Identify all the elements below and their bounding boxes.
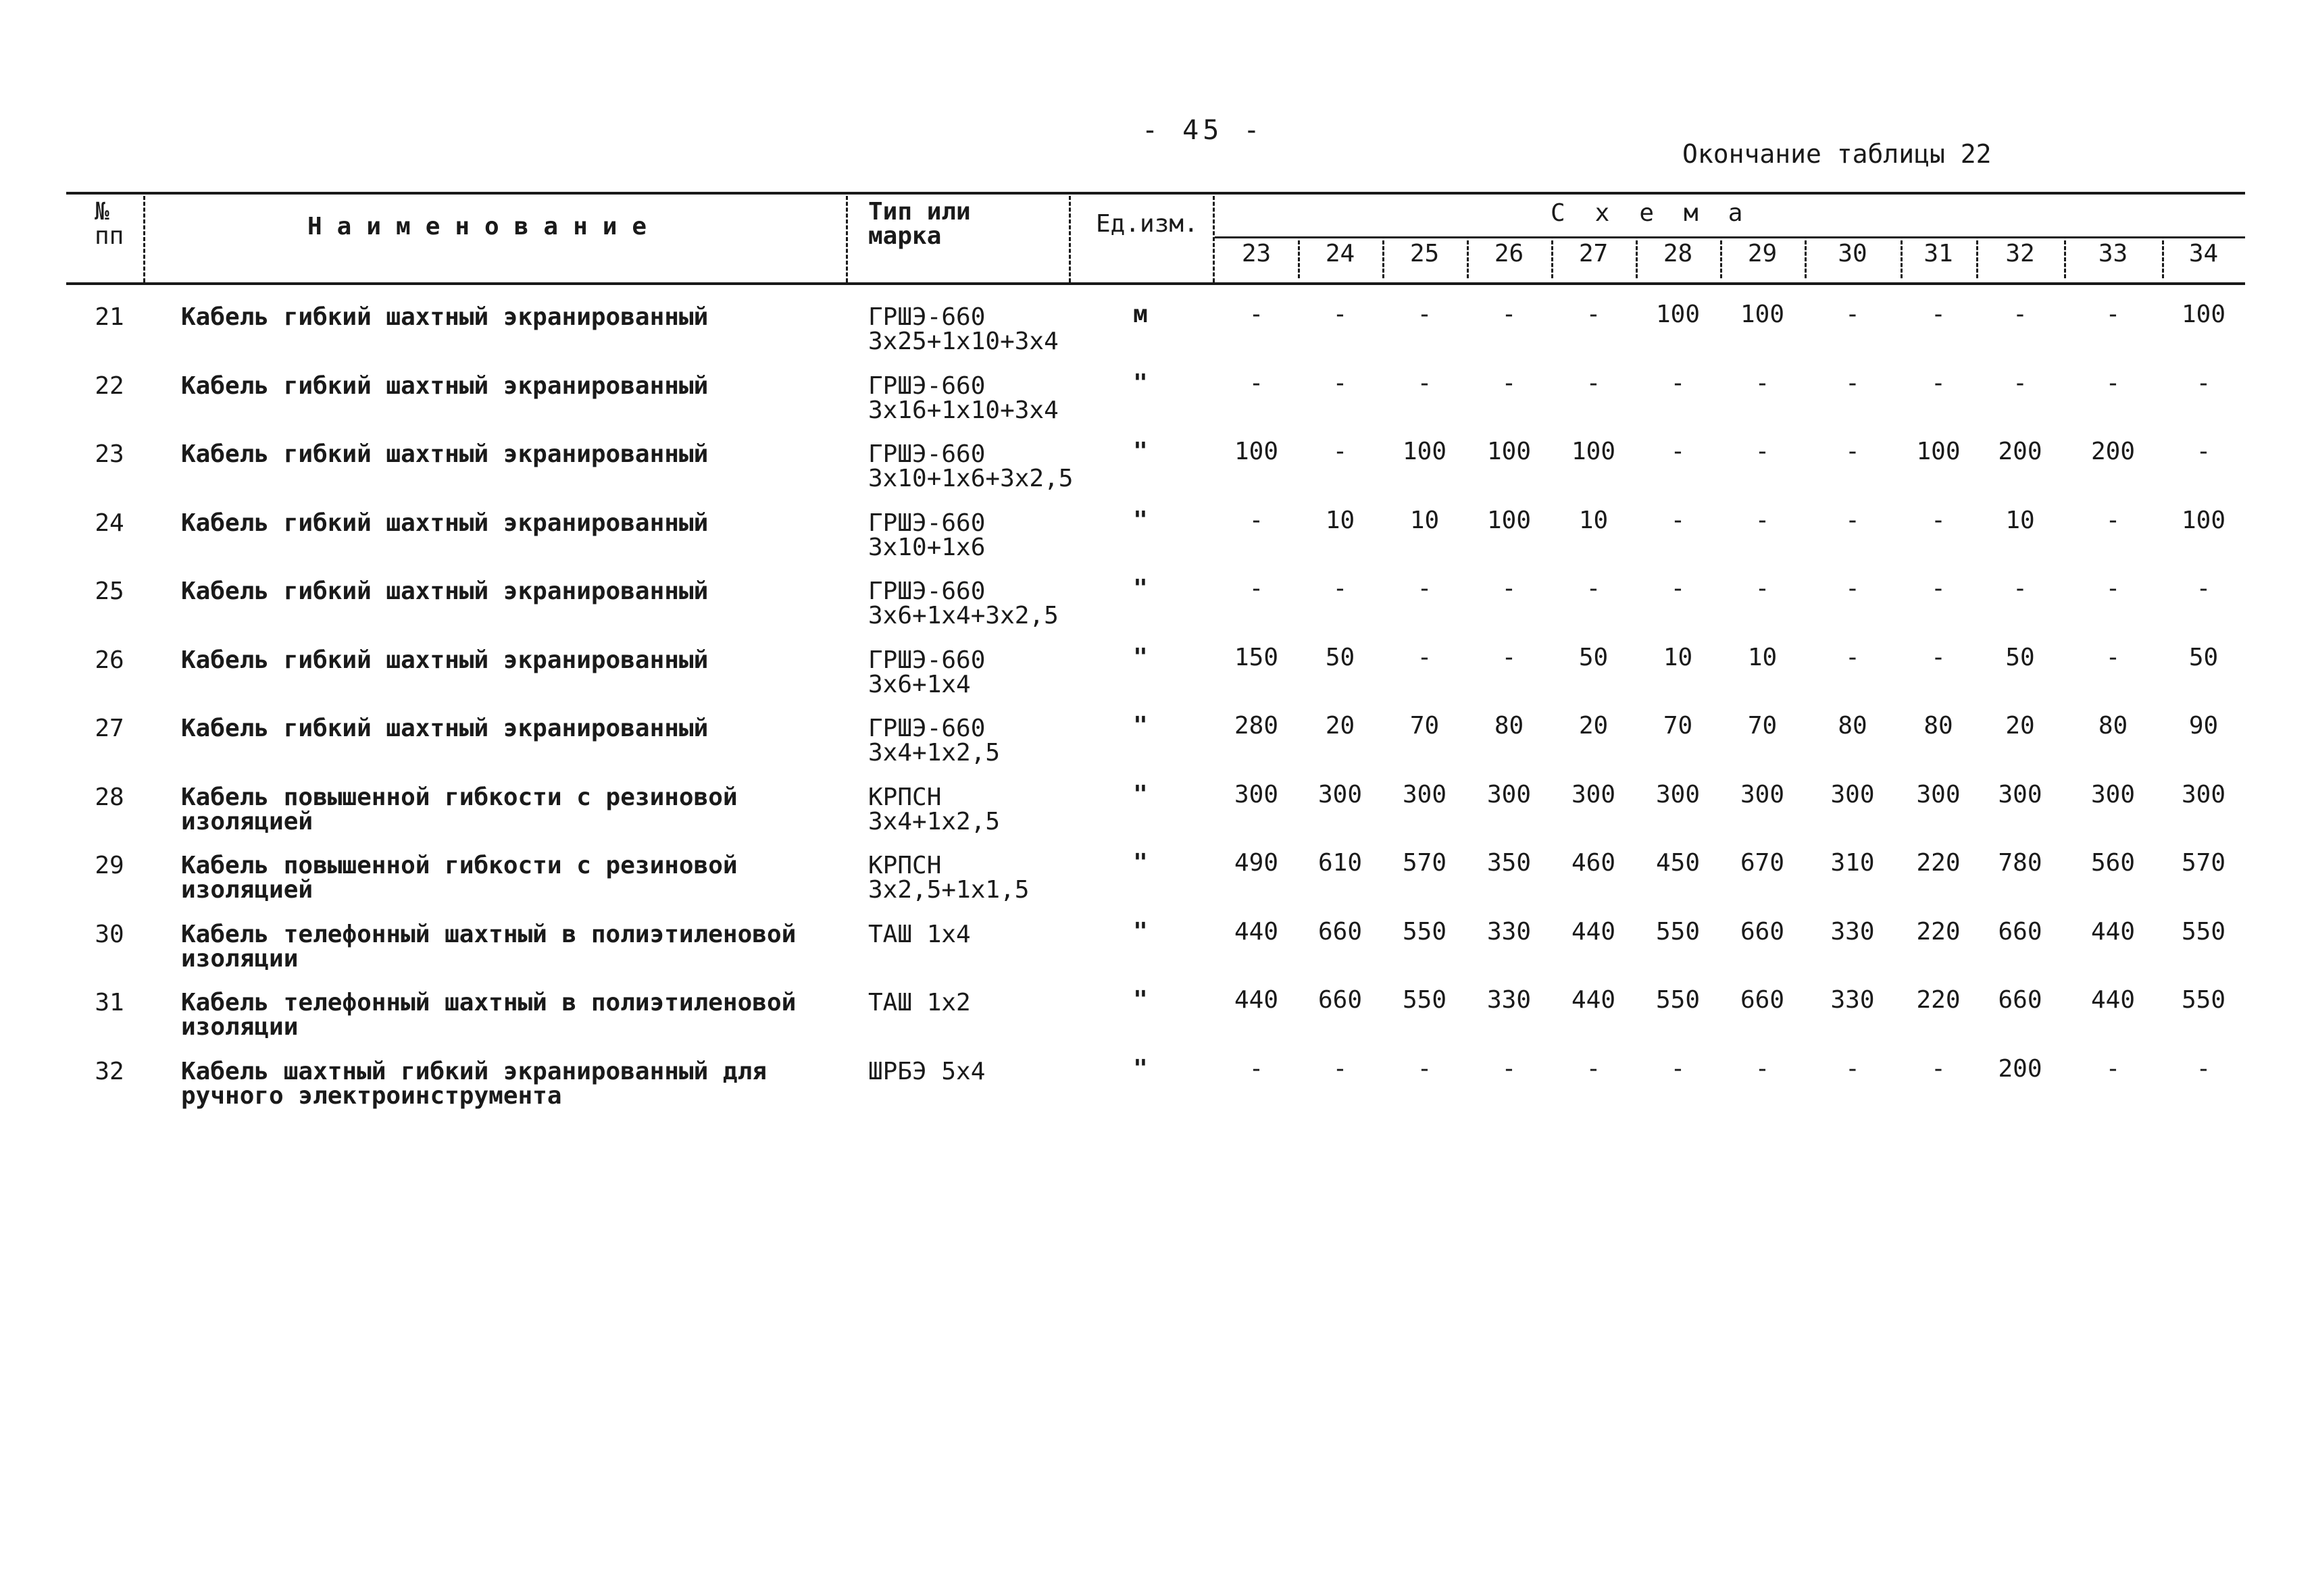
scheme-value: -: [1417, 1054, 1432, 1083]
scheme-value: 100: [1486, 438, 1532, 465]
scheme-value: -: [1845, 1054, 1860, 1083]
row-number: 30: [95, 920, 124, 948]
row-name: Кабель телефонный шахтный в полиэтиленовой изоляции: [181, 989, 797, 1041]
scheme-value: 300: [1916, 780, 1961, 808]
scheme-value: 70: [1409, 712, 1440, 740]
scheme-value: -: [1670, 369, 1686, 397]
scheme-value: -: [2013, 369, 2028, 397]
scheme-value: 660: [1317, 917, 1363, 946]
scheme-value: -: [2196, 369, 2211, 397]
scheme-value: 460: [1571, 849, 1616, 877]
scheme-value: 70: [1663, 712, 1693, 740]
scheme-value: -: [1249, 369, 1264, 397]
scheme-value: 560: [2090, 849, 2136, 877]
scheme-column-header: 34: [2188, 240, 2219, 267]
scheme-value: -: [1670, 1054, 1686, 1083]
scheme-column-header: 23: [1241, 240, 1272, 267]
row-number: 29: [95, 852, 124, 879]
scheme-column-header: 26: [1494, 240, 1524, 267]
scheme-value: -: [1845, 438, 1860, 465]
row-unit: ": [1133, 712, 1148, 740]
scheme-value: 10: [1409, 506, 1440, 534]
scheme-value: -: [2105, 1054, 2121, 1083]
scheme-column-divider: [1298, 240, 1300, 278]
row-unit: ": [1133, 575, 1148, 602]
row-number: 21: [95, 303, 124, 331]
scheme-column-header: 32: [2005, 240, 2035, 267]
scheme-value: -: [1931, 643, 1946, 671]
scheme-value: 300: [1740, 780, 1785, 808]
row-unit: ": [1133, 849, 1148, 877]
row-unit: ": [1133, 369, 1148, 397]
scheme-value: 100: [1655, 301, 1701, 328]
scheme-column-divider: [1467, 240, 1469, 278]
scheme-value: -: [2013, 301, 2028, 328]
scheme-value: 100: [1402, 438, 1447, 465]
scheme-value: -: [2196, 575, 2211, 602]
scheme-value: 660: [1317, 986, 1363, 1014]
scheme-value: -: [1417, 369, 1432, 397]
row-name: Кабель телефонный шахтный в полиэтиленовой изоляции: [181, 920, 797, 973]
scheme-column-divider: [1636, 240, 1638, 278]
row-type: КРПСН 3х4+1х2,5: [868, 783, 1001, 835]
scheme-value: 550: [2181, 986, 2226, 1014]
row-number: 32: [95, 1057, 124, 1085]
column-header-num-line1: №: [95, 198, 109, 226]
row-number: 31: [95, 989, 124, 1016]
scheme-value: -: [1931, 1054, 1946, 1083]
scheme-value: 90: [2188, 712, 2219, 740]
scheme-value: -: [2196, 1054, 2211, 1083]
scheme-value: -: [1249, 301, 1264, 328]
scheme-value: 570: [2181, 849, 2226, 877]
scheme-value: 80: [1923, 712, 1953, 740]
scheme-value: -: [1755, 575, 1770, 602]
scheme-value: 350: [1486, 849, 1532, 877]
row-type: ГРШЭ-660 3х4+1х2,5: [868, 715, 1001, 767]
scheme-value: 50: [1578, 643, 1609, 671]
scheme-value: 440: [2090, 917, 2136, 946]
scheme-value: -: [1755, 369, 1770, 397]
scheme-value: 660: [1998, 986, 2042, 1014]
scheme-value: -: [1845, 301, 1860, 328]
scheme-value: 440: [1234, 986, 1279, 1014]
scheme-value: 100: [1916, 438, 1961, 465]
scheme-value: 440: [2090, 986, 2136, 1014]
scheme-value: 220: [1916, 986, 1961, 1014]
scheme-value: 550: [1402, 917, 1447, 946]
row-number: 23: [95, 440, 124, 468]
scheme-value: 20: [1578, 712, 1609, 740]
scheme-value: 330: [1486, 917, 1532, 946]
row-name: Кабель гибкий шахтный экранированный: [181, 577, 709, 605]
scheme-value: 330: [1830, 917, 1875, 946]
scheme-column-header: 28: [1663, 240, 1693, 267]
scheme-column-header: 30: [1838, 240, 1867, 267]
row-type: ГРШЭ-660 3х6+1х4+3х2,5: [868, 577, 1059, 629]
row-type: ШРБЭ 5х4: [868, 1057, 986, 1085]
scheme-value: 80: [1838, 712, 1867, 740]
scheme-value: 660: [1998, 917, 2042, 946]
table-top-rule: [66, 192, 2245, 195]
column-header-scheme: Схема: [1551, 199, 1773, 227]
scheme-value: -: [1670, 438, 1686, 465]
scheme-value: 440: [1571, 917, 1616, 946]
scheme-value: 300: [2181, 780, 2226, 808]
scheme-value: -: [1586, 369, 1601, 397]
column-header-unit: Ед.изм.: [1096, 210, 1199, 238]
row-type: ГРШЭ-660 3х25+1х10+3х4: [868, 303, 1059, 355]
scheme-value: 100: [1740, 301, 1785, 328]
scheme-column-divider: [2064, 240, 2066, 278]
scheme-column-divider: [1976, 240, 1978, 278]
scheme-value: 300: [1998, 780, 2042, 808]
scheme-column-header: 24: [1325, 240, 1355, 267]
scheme-value: 150: [1234, 643, 1279, 671]
row-number: 26: [95, 646, 124, 674]
scheme-value: -: [2105, 369, 2121, 397]
scheme-value: -: [2196, 438, 2211, 465]
scheme-value: -: [1670, 575, 1686, 602]
row-type: ТАШ 1х2: [868, 989, 971, 1016]
scheme-value: 550: [2181, 917, 2226, 946]
scheme-value: 490: [1234, 849, 1279, 877]
scheme-value: -: [1417, 643, 1432, 671]
scheme-value: -: [1586, 1054, 1601, 1083]
column-divider: [143, 196, 145, 282]
scheme-value: -: [1931, 506, 1946, 534]
row-number: 28: [95, 783, 124, 811]
scheme-value: 80: [1494, 712, 1524, 740]
scheme-value: 440: [1234, 917, 1279, 946]
scheme-value: 10: [2005, 506, 2035, 534]
row-number: 27: [95, 715, 124, 742]
row-name: Кабель шахтный гибкий экранированный для ручного электроинструмента: [181, 1057, 767, 1110]
row-unit: ": [1133, 780, 1148, 808]
row-name: Кабель гибкий шахтный экранированный: [181, 303, 709, 331]
row-name: Кабель гибкий шахтный экранированный: [181, 371, 709, 400]
scheme-value: -: [1249, 1054, 1264, 1083]
scheme-value: 300: [1655, 780, 1701, 808]
row-name: Кабель гибкий шахтный экранированный: [181, 440, 709, 468]
scheme-value: -: [1332, 301, 1348, 328]
scheme-value: -: [1332, 438, 1348, 465]
scheme-value: 50: [2188, 643, 2219, 671]
scheme-value: 300: [1486, 780, 1532, 808]
row-unit: ": [1133, 917, 1148, 946]
row-type: КРПСН 3х2,5+1х1,5: [868, 852, 1030, 904]
row-type: ТАШ 1х4: [868, 920, 971, 948]
scheme-value: -: [1501, 1054, 1517, 1083]
scheme-value: 330: [1486, 986, 1532, 1014]
scheme-value: -: [1845, 506, 1860, 534]
scheme-value: 550: [1402, 986, 1447, 1014]
scheme-value: 10: [1747, 643, 1778, 671]
row-unit: ": [1133, 1054, 1148, 1083]
scheme-value: 300: [1571, 780, 1616, 808]
scheme-value: 70: [1747, 712, 1778, 740]
column-header-num-line2: пп: [95, 222, 124, 250]
row-number: 24: [95, 509, 124, 537]
scheme-value: -: [1501, 575, 1517, 602]
scheme-value: -: [1931, 369, 1946, 397]
scheme-value: -: [1586, 301, 1601, 328]
column-divider: [1069, 196, 1071, 282]
row-type: ГРШЭ-660 3х16+1х10+3х4: [868, 371, 1059, 424]
row-name: Кабель гибкий шахтный экранированный: [181, 715, 709, 742]
scheme-value: 780: [1998, 849, 2042, 877]
scheme-value: -: [1501, 643, 1517, 671]
scheme-value: 300: [1234, 780, 1279, 808]
scheme-value: 200: [2090, 438, 2136, 465]
scheme-value: -: [1755, 438, 1770, 465]
scheme-value: 20: [2005, 712, 2035, 740]
row-type: ГРШЭ-660 3х6+1х4: [868, 646, 986, 698]
row-number: 25: [95, 577, 124, 605]
scheme-value: 200: [1998, 1054, 2042, 1083]
scheme-value: -: [2105, 301, 2121, 328]
scheme-value: -: [2013, 575, 2028, 602]
scheme-value: 440: [1571, 986, 1616, 1014]
scheme-value: 300: [1317, 780, 1363, 808]
scheme-value: 660: [1740, 917, 1785, 946]
row-unit: ": [1133, 643, 1148, 671]
row-name: Кабель повышенной гибкости с резиновой изоляцией: [181, 852, 738, 904]
row-type: ГРШЭ-660 3х10+1х6: [868, 509, 986, 561]
scheme-column-divider: [1720, 240, 1722, 278]
scheme-value: 50: [1325, 643, 1355, 671]
scheme-value: -: [1417, 575, 1432, 602]
table-header-bottom-rule: [66, 282, 2245, 285]
scheme-value: -: [1845, 643, 1860, 671]
scheme-value: 670: [1740, 849, 1785, 877]
table-caption: Окончание таблицы 22: [1682, 139, 1992, 169]
scheme-value: 100: [1234, 438, 1279, 465]
scheme-value: 80: [2098, 712, 2128, 740]
scheme-value: -: [1332, 1054, 1348, 1083]
scheme-value: 220: [1916, 917, 1961, 946]
scheme-subheader-rule: [1215, 236, 2245, 238]
scheme-value: 100: [2181, 506, 2226, 534]
scheme-value: -: [1332, 369, 1348, 397]
scheme-value: 100: [1571, 438, 1616, 465]
scheme-value: 550: [1655, 986, 1701, 1014]
column-header-type-line2: марка: [868, 222, 942, 250]
column-header-type-line1: Тип или: [868, 198, 971, 226]
scheme-value: 300: [2090, 780, 2136, 808]
scheme-column-divider: [2162, 240, 2164, 278]
scheme-value: 50: [2005, 643, 2035, 671]
scheme-value: 200: [1998, 438, 2042, 465]
scheme-value: -: [1586, 575, 1601, 602]
scheme-value: 100: [1486, 506, 1532, 534]
scheme-value: 300: [1830, 780, 1875, 808]
column-header-type: [868, 200, 971, 249]
scheme-column-header: 31: [1923, 240, 1953, 267]
scheme-value: 570: [1402, 849, 1447, 877]
scheme-column-divider: [1551, 240, 1553, 278]
page-number: - 45 -: [1142, 115, 1264, 146]
scheme-value: 10: [1578, 506, 1609, 534]
scheme-value: -: [2105, 506, 2121, 534]
scheme-value: 10: [1325, 506, 1355, 534]
scheme-value: 220: [1916, 849, 1961, 877]
scheme-value: -: [2105, 643, 2121, 671]
scheme-value: 660: [1740, 986, 1785, 1014]
column-header-num: [95, 200, 124, 249]
row-name: Кабель гибкий шахтный экранированный: [181, 509, 709, 537]
scheme-value: -: [1332, 575, 1348, 602]
scheme-value: -: [1249, 506, 1264, 534]
scheme-column-divider: [1382, 240, 1384, 278]
row-unit: м: [1133, 301, 1148, 328]
scheme-column-header: 27: [1578, 240, 1609, 267]
scheme-value: 450: [1655, 849, 1701, 877]
scheme-column-header: 33: [2098, 240, 2128, 267]
row-name: Кабель повышенной гибкости с резиновой изоляцией: [181, 783, 738, 835]
scheme-value: 20: [1325, 712, 1355, 740]
scheme-column-header: 29: [1747, 240, 1778, 267]
scheme-value: -: [1670, 506, 1686, 534]
scheme-value: -: [1501, 369, 1517, 397]
scheme-value: -: [1931, 301, 1946, 328]
scheme-value: -: [1755, 1054, 1770, 1083]
scheme-column-divider: [1901, 240, 1903, 278]
scheme-value: 610: [1317, 849, 1363, 877]
column-divider: [1213, 196, 1215, 282]
scheme-value: -: [2105, 575, 2121, 602]
scheme-column-divider: [1805, 240, 1807, 278]
scheme-value: -: [1845, 575, 1860, 602]
row-type: ГРШЭ-660 3х10+1х6+3х2,5: [868, 440, 1074, 492]
row-unit: ": [1133, 438, 1148, 465]
scheme-value: 100: [2181, 301, 2226, 328]
column-divider: [846, 196, 848, 282]
scheme-value: -: [1845, 369, 1860, 397]
row-unit: ": [1133, 506, 1148, 534]
scheme-value: -: [1417, 301, 1432, 328]
row-unit: ": [1133, 986, 1148, 1014]
scheme-value: 330: [1830, 986, 1875, 1014]
row-number: 22: [95, 371, 124, 400]
scheme-value: 310: [1830, 849, 1875, 877]
scheme-value: -: [1249, 575, 1264, 602]
scheme-value: 300: [1402, 780, 1447, 808]
column-header-name: Наименование: [307, 213, 662, 240]
row-name: Кабель гибкий шахтный экранированный: [181, 646, 709, 674]
scheme-value: 550: [1655, 917, 1701, 946]
scheme-value: 280: [1234, 712, 1279, 740]
scheme-column-header: 25: [1409, 240, 1440, 267]
scheme-value: -: [1755, 506, 1770, 534]
scheme-value: -: [1501, 301, 1517, 328]
scheme-value: -: [1931, 575, 1946, 602]
scheme-value: 10: [1663, 643, 1693, 671]
